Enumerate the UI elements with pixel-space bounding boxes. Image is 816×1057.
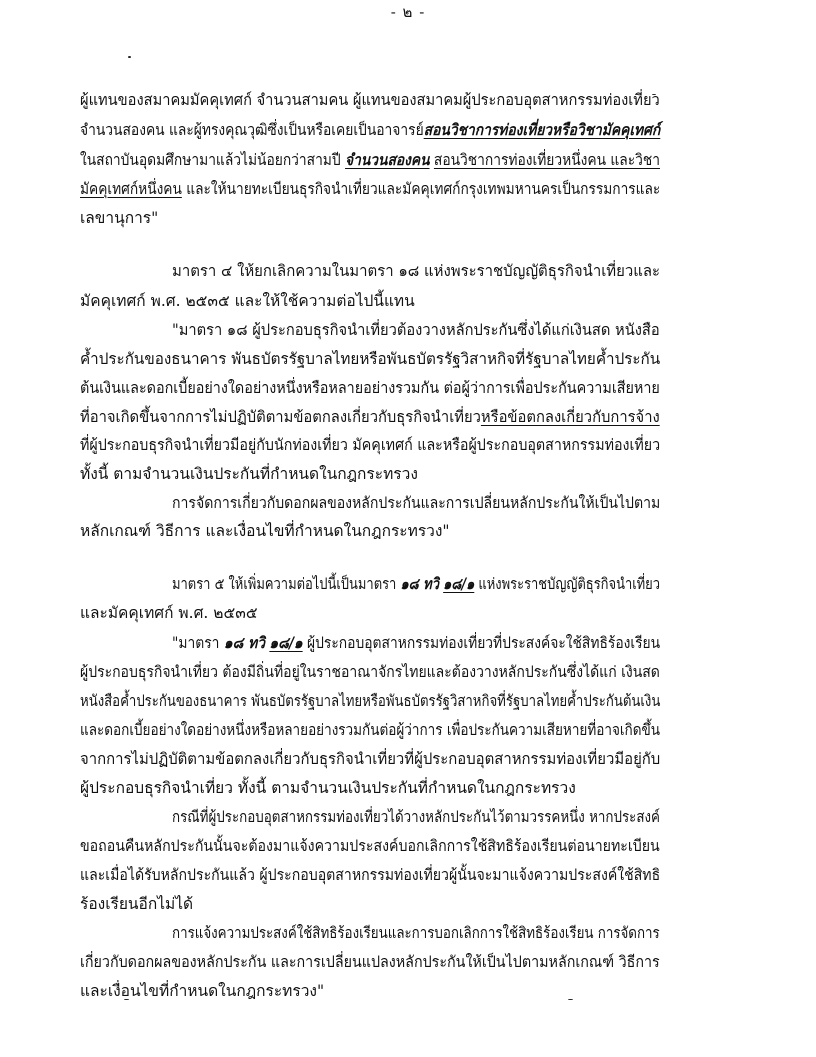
text-run: และเงื่อนไขที่กำหนดในกฎกระทรวง" [80, 982, 325, 1000]
text-run: เกี่ยวกับดอกผลของหลักประกัน และการเปลี่ยนแปลงหลักประกันให้เป็นไปตามหลักเกณฑ์ วิธีการ [80, 953, 660, 971]
text-run: และดอกเบี้ยอย่างใดอย่างหนึ่งหรือหลายอย่างรวมกันต่อผู้ว่าการ เพื่อประกันความเสียหายที่อาจเกิดขึ้น [80, 721, 660, 739]
text-run: มาตรา ๕ ให้เพิ่มความต่อไปนี้เป็นมาตรา [172, 575, 401, 593]
text-line [80, 405, 660, 431]
text-run: ที่อาจเกิดขึ้นจากการไม่ปฏิบัติตามข้อตกลงเกี่ยวกับธุรกิจนำเที่ยว [80, 408, 481, 426]
text-run: ผู้ประกอบธุรกิจนำเที่ยว ทั้งนี้ ตามจำนวนเงินประกันที่กำหนดในกฎกระทรวง [80, 779, 576, 797]
text-run: มาตรา ๔ ให้ยกเลิกความในมาตรา ๑๘ แห่งพระราชบัญญัติธุรกิจนำเที่ยวและ [172, 262, 661, 280]
text-run: ต้นเงินและดอกเบี้ยอย่างใดอย่างหนึ่งหรือหลายอย่างรวมกัน ต่อผู้ว่าการเพื่อประกันความเสียหาย [80, 379, 660, 397]
emphasized-text: สอนวิชาการท่องเที่ยวหรือวิชามัคคุเทศก์ [423, 120, 661, 139]
text-line [172, 259, 660, 285]
text-line [80, 376, 660, 402]
text-line [80, 206, 158, 232]
text-run: หลักเกณฑ์ วิธีการ และเงื่อนไขที่กำหนดในกฎกระทรวง" [80, 522, 450, 540]
text-run: จากการไม่ปฏิบัติตามข้อตกลงเกี่ยวกับธุรกิจนำเที่ยวที่ผู้ประกอบอุตสาหกรรมท่องเที่ยวมีอยู่กับ [80, 750, 661, 768]
text-line [80, 148, 660, 174]
text-line [172, 572, 660, 598]
text-run: การแจ้งความประสงค์ใช้สิทธิร้องเรียนและการบอกเลิกการใช้สิทธิร้องเรียน การจัดการ [172, 924, 660, 942]
text-run: แห่งพระราชบัญญัติธุรกิจนำเที่ยว [474, 575, 661, 593]
emphasized-text: ๑๘ ทวิ [400, 574, 440, 593]
text-run: มัคคุเทศก์ พ.ศ. ๒๕๓๕ และให้ใช้ความต่อไปนี้แทน [80, 292, 415, 310]
scan-speck [568, 999, 573, 1000]
text-line [80, 689, 660, 715]
underlined-text: หรือข้อตกลงเกี่ยวกับการจ้าง [480, 408, 660, 426]
text-run: การจัดการเกี่ยวกับดอกผลของหลักประกันและการเปลี่ยนหลักประกันให้เป็นไปตาม [172, 494, 661, 512]
text-run: หนังสือค้ำประกันของธนาคาร พันธบัตรรัฐบาลไทยหรือพันธบัตรรัฐวิสาหกิจที่รัฐบาลไทยค้ำประกันต้นเงิน [80, 692, 661, 710]
text-line [80, 118, 660, 144]
text-run: และเมื่อได้รับหลักประกันแล้ว ผู้ประกอบอุตสาหกรรมท่องเที่ยวผู้นั้นจะมาแจ้งความประสงค์ใช้สิทธิ [80, 866, 661, 884]
text-run: ในสถาบันอุดมศึกษามาแล้วไม่น้อยกว่าสามปี [80, 151, 346, 169]
underlined-text: สอนวิชาการท่องเที่ยวหนึ่งคน และวิชา [433, 151, 660, 169]
emphasized-text: จำนวนสองคน [345, 150, 430, 169]
text-run: ขอถอนคืนหลักประกันนั้นจะต้องมาแจ้งความประสงค์บอกเลิกการใช้สิทธิร้องเรียนต่อนายทะเบียน [80, 837, 660, 855]
text-line [80, 950, 660, 976]
text-run: เลขานุการ" [80, 209, 159, 227]
text-run: ค้ำประกันของธนาคาร พันธบัตรรัฐบาลไทยหรือพันธบัตรรัฐวิสาหกิจที่รัฐบาลไทยค้ำประกัน [80, 350, 661, 368]
text-line [80, 519, 450, 545]
text-line [172, 921, 660, 947]
text-run: ที่ผู้ประกอบธุรกิจนำเที่ยวมีอยู่กับนักท่องเที่ยว มัคคุเทศก์ และหรือผู้ประกอบอุตสาหกรรมท่องเที่ยว [80, 436, 661, 454]
text-line [172, 491, 660, 517]
text-run: ผู้ประกอบธุรกิจนำเที่ยว ต้องมีถิ่นที่อยู่ในราชอาณาจักรไทยและต้องวางหลักประกันซึ่งได้แก่ เงินสด [80, 663, 660, 681]
text-line [80, 718, 660, 744]
text-run: กรณีที่ผู้ประกอบอุตสาหกรรมท่องเที่ยวได้วางหลักประกันไว้ตามวรรคหนึ่ง หากประสงค์ [172, 808, 660, 826]
emphasized-text: ๑๘/๑ [443, 574, 475, 593]
text-line [80, 88, 660, 114]
underlined-text: มัคคุเทศก์หนึ่งคน [80, 180, 182, 198]
text-run: ผู้แทนของสมาคมมัคคุเทศก์ จำนวนสามคน ผู้แทนของสมาคมผู้ประกอบอุตสาหกรรมท่องเที่ยว [80, 91, 660, 109]
text-run: "มาตรา ๑๘ ผู้ประกอบธุรกิจนำเที่ยวต้องวางหลักประกันซึ่งได้แก่เงินสด หนังสือ [172, 321, 660, 339]
text-line [80, 433, 660, 459]
text-line [80, 776, 576, 802]
text-line [80, 892, 193, 918]
scan-speck [128, 56, 131, 58]
text-line [80, 347, 660, 373]
text-line [80, 601, 258, 627]
text-run: จำนวนสองคน และผู้ทรงคุณวุฒิซึ่งเป็นหรือเคยเป็นอาจารย์ [80, 121, 424, 139]
text-line [172, 318, 660, 344]
text-run: ทั้งนี้ ตามจำนวนเงินประกันที่กำหนดในกฎกระทรวง [80, 465, 418, 483]
text-line [80, 747, 660, 773]
page-number: - ๒ - [390, 3, 426, 21]
text-line [80, 863, 660, 889]
emphasized-text: ๑๘/๑ [269, 633, 303, 652]
text-run: ผู้ประกอบอุตสาหกรรมท่องเที่ยวที่ประสงค์จะใช้สิทธิร้องเรียน [302, 634, 661, 652]
text-run: และมัคคุเทศก์ พ.ศ. ๒๕๓๕ [80, 604, 258, 622]
text-run: ร้องเรียนอีกไม่ได้ [80, 895, 194, 913]
text-run: "มาตรา [172, 634, 224, 652]
text-line [80, 462, 418, 488]
text-line [172, 631, 660, 657]
text-run: และให้นายทะเบียนธุรกิจนำเที่ยวและมัคคุเทศก์กรุงเทพมหานครเป็นกรรมการและ [181, 180, 661, 198]
emphasized-text: ๑๘ ทวิ [223, 633, 265, 652]
text-line [80, 660, 660, 686]
text-line [80, 289, 415, 315]
text-line [80, 979, 324, 1005]
text-line [172, 805, 660, 831]
text-line [80, 834, 660, 860]
text-line [80, 177, 660, 203]
